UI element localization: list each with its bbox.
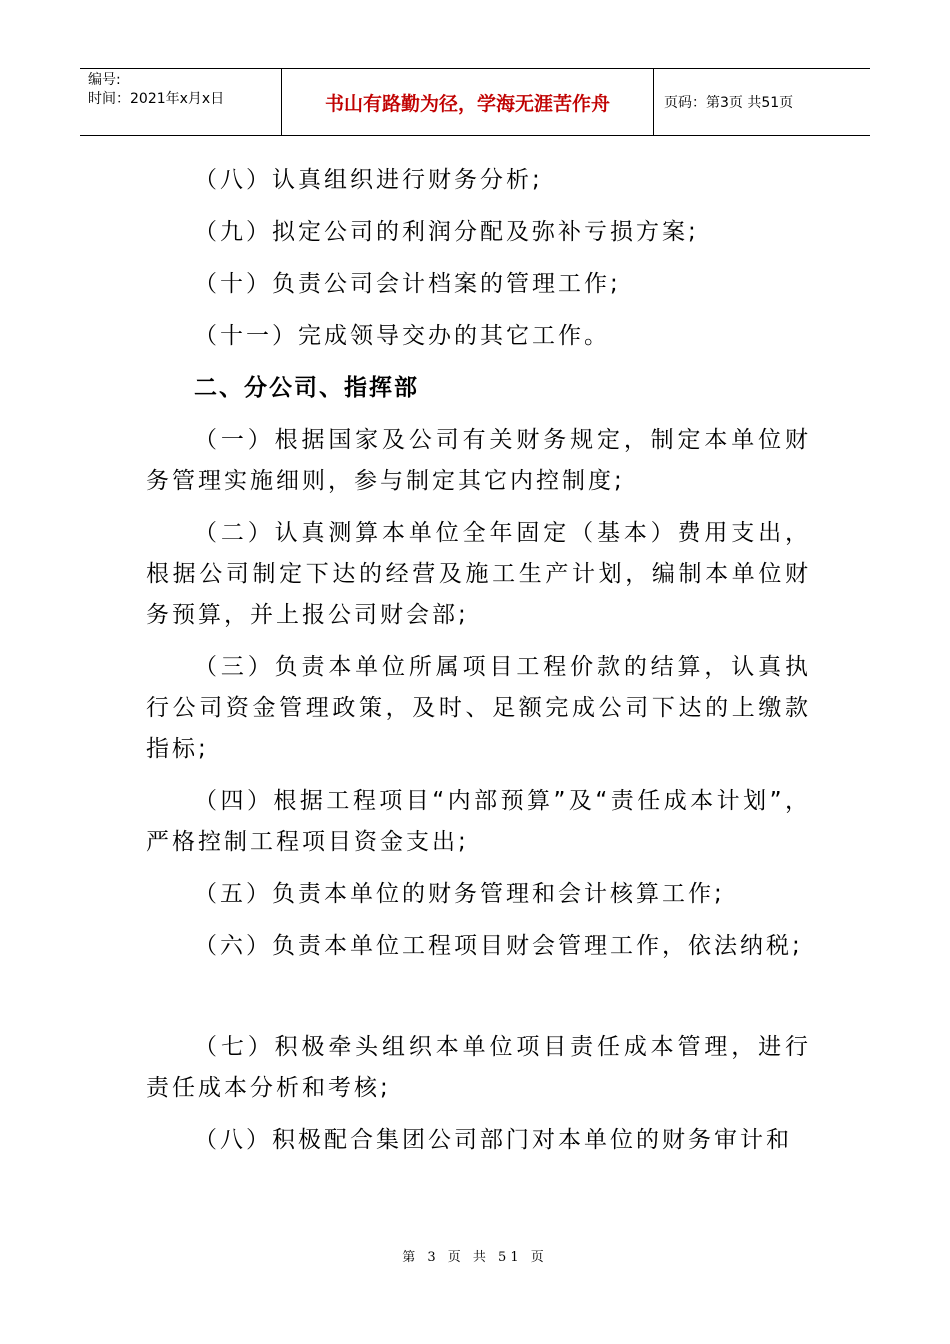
paragraph-item-10: （十）负责公司会计档案的管理工作;: [194, 271, 621, 297]
page-header: [80, 68, 870, 136]
paragraph-item-11: （十一）完成领导交办的其它工作。: [194, 323, 610, 349]
header-motto: 书山有路勤为径，学海无涯苦作舟: [282, 69, 654, 135]
page-footer: 第 3 页 共 51 页: [402, 1250, 548, 1265]
paragraph-item-8b: （八）积极配合集团公司部门对本单位的财务审计和: [194, 1127, 792, 1153]
paragraph-item-7: （七）积极牵头组织本单位项目责任成本管理，进行责任成本分析和考核;: [146, 1034, 811, 1101]
paragraph-item-3: （三）负责本单位所属项目工程价款的结算，认真执行公司资金管理政策，及时、足额完成公司下达的上缴款指标;: [146, 654, 811, 762]
time-label: 时间：2021年x月x日: [88, 91, 225, 107]
paragraph-item-5: （五）负责本单位的财务管理和会计核算工作;: [194, 881, 725, 907]
header-page-info: 页码：第3页 共51页: [664, 95, 794, 111]
paragraph-item-4: （四）根据工程项目“内部预算”及“责任成本计划”，严格控制工程项目资金支出;: [146, 788, 811, 855]
paragraph-item-2: （二）认真测算本单位全年固定（基本）费用支出，根据公司制定下达的经营及施工生产计划，编制本单位财务预算，并上报公司财会部;: [146, 520, 811, 628]
document-body: [146, 160, 811, 1172]
paragraph-item-6: （六）负责本单位工程项目财会管理工作，依法纳税;: [194, 933, 803, 959]
header-meta: [80, 69, 282, 135]
paragraph-item-8: （八）认真组织进行财务分析;: [194, 167, 543, 193]
paragraph-item-1: （一）根据国家及公司有关财务规定，制定本单位财务管理实施细则，参与制定其它内控制度;: [146, 427, 811, 494]
paragraph-item-9: （九）拟定公司的利润分配及弥补亏损方案;: [194, 219, 699, 245]
section-heading: 二、分公司、指挥部: [194, 375, 419, 401]
number-label: 编号:: [88, 72, 121, 88]
